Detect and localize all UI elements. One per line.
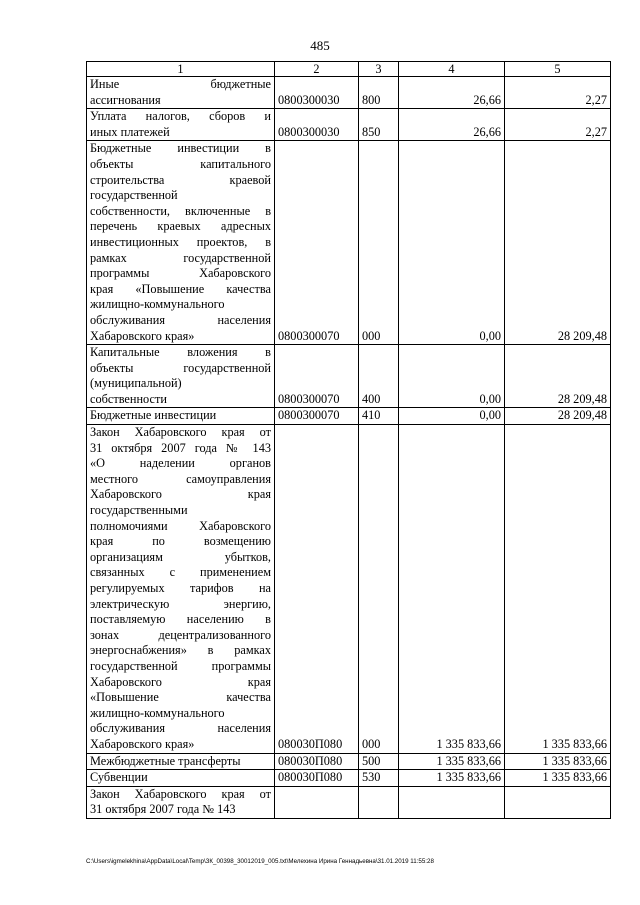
value-2018-cell: 1 335 833,66: [399, 425, 505, 753]
row-name-line: обслуживания населения: [90, 312, 271, 327]
table-body: [87, 77, 611, 819]
type-cell: 500: [359, 753, 399, 770]
table-row: [87, 786, 611, 818]
row-name-line: государственной программы: [90, 658, 271, 673]
row-name-line: собственности: [90, 391, 167, 406]
value-2018-cell: 26,66: [399, 109, 505, 141]
value-2019-cell: 1 335 833,66: [505, 753, 611, 770]
value-2018-cell: 1 335 833,66: [399, 753, 505, 770]
column-header: 3: [359, 62, 399, 77]
column-header: 1: [87, 62, 275, 77]
row-name-line: энергоснабжения» в рамках: [90, 643, 271, 658]
row-name-line: электрическую энергию,: [90, 596, 271, 611]
row-name-line: «Повышение качества: [90, 690, 271, 705]
row-name-line: рамках государственной: [90, 250, 271, 265]
type-cell: 400: [359, 345, 399, 408]
type-cell: 410: [359, 408, 399, 425]
row-name-cell: [87, 425, 275, 753]
file-path-footer: C:\Users\igmelekhina\AppData\Local\Temp\ЗК_00398_30012019_005.txt\Мелехина Ирина Геннадьевна\31.01.2019 11:55:28: [86, 858, 434, 865]
column-header: 4: [399, 62, 505, 77]
table-row: [87, 753, 611, 770]
value-2019-cell: 1 335 833,66: [505, 425, 611, 753]
row-name-line: Закон Хабаровского края от: [90, 786, 271, 801]
table-row: [87, 345, 611, 408]
row-name-line: края «Повышение качества: [90, 281, 271, 296]
row-name-line: Уплата налогов, сборов и: [90, 109, 271, 124]
row-name-line: связанных с применением: [90, 565, 271, 580]
type-cell: 530: [359, 770, 399, 787]
row-name-cell: [87, 770, 275, 787]
row-name-line: организациям убытков,: [90, 549, 271, 564]
table-row: [87, 141, 611, 345]
row-name-line: Бюджетные инвестиции в: [90, 141, 271, 156]
row-name-line: полномочиями Хабаровского: [90, 518, 271, 533]
row-name-cell: [87, 77, 275, 109]
row-name-line: края по возмещению: [90, 534, 271, 549]
value-2019-cell: 28 209,48: [505, 408, 611, 425]
type-cell: 800: [359, 77, 399, 109]
row-name-line: иных платежей: [90, 124, 170, 139]
value-2018-cell: 0,00: [399, 408, 505, 425]
code-cell: 0800300070: [275, 345, 359, 408]
row-name-line: поставляемую населению в: [90, 612, 271, 627]
column-header: 2: [275, 62, 359, 77]
row-name-line: перечень краевых адресных: [90, 219, 271, 234]
row-name-line: (муниципальной): [90, 376, 182, 391]
table-row: [87, 770, 611, 787]
row-name-line: Межбюджетные трансферты: [90, 753, 241, 768]
value-2018-cell: 0,00: [399, 345, 505, 408]
value-2018-cell: 26,66: [399, 77, 505, 109]
value-2019-cell: [505, 786, 611, 818]
code-cell: 0800300030: [275, 109, 359, 141]
row-name-cell: [87, 141, 275, 345]
value-2018-cell: 0,00: [399, 141, 505, 345]
row-name-line: государственной: [90, 188, 178, 203]
code-cell: 0800300070: [275, 408, 359, 425]
row-name-line: Хабаровского края: [90, 487, 271, 502]
column-header: 5: [505, 62, 611, 77]
row-name-line: обслуживания населения: [90, 721, 271, 736]
row-name-line: Хабаровского края»: [90, 736, 195, 751]
value-2019-cell: 1 335 833,66: [505, 770, 611, 787]
row-name-cell: [87, 786, 275, 818]
row-name-line: Бюджетные инвестиции: [90, 408, 217, 423]
table-header-row: [87, 62, 611, 77]
row-name-line: Закон Хабаровского края от: [90, 425, 271, 440]
row-name-cell: [87, 408, 275, 425]
row-name-line: ассигнования: [90, 92, 161, 107]
row-name-line: Капитальные вложения в: [90, 345, 271, 360]
value-2019-cell: 28 209,48: [505, 345, 611, 408]
row-name-line: местного самоуправления: [90, 471, 271, 486]
row-name-line: «О наделении органов: [90, 456, 271, 471]
budget-table: [86, 61, 611, 819]
row-name-line: жилищно-коммунального: [90, 705, 225, 720]
row-name-line: Иные бюджетные: [90, 77, 271, 91]
value-2018-cell: 1 335 833,66: [399, 770, 505, 787]
row-name-line: инвестиционных проектов, в: [90, 234, 271, 249]
row-name-line: зонах децентрализованного: [90, 627, 271, 642]
value-2019-cell: 2,27: [505, 77, 611, 109]
table-row: [87, 109, 611, 141]
code-cell: 080030П080: [275, 770, 359, 787]
row-name-line: регулируемых тарифов на: [90, 581, 271, 595]
row-name-line: объекты государственной: [90, 360, 271, 375]
code-cell: [275, 786, 359, 818]
row-name-line: собственности, включенные в: [90, 203, 271, 218]
row-name-line: государственными: [90, 503, 188, 518]
table-row: [87, 425, 611, 753]
type-cell: [359, 786, 399, 818]
table-row: [87, 408, 611, 425]
row-name-line: 31 октября 2007 года № 143: [90, 440, 271, 455]
row-name-line: объекты капитального: [90, 156, 271, 171]
code-cell: 0800300030: [275, 77, 359, 109]
page-number: 485: [310, 38, 330, 53]
row-name-cell: [87, 345, 275, 408]
type-cell: 000: [359, 141, 399, 345]
value-2019-cell: 2,27: [505, 109, 611, 141]
row-name-line: 31 октября 2007 года № 143: [90, 802, 236, 817]
row-name-cell: [87, 753, 275, 770]
table-row: [87, 77, 611, 109]
row-name-line: Субвенции: [90, 770, 148, 785]
row-name-line: Хабаровского края: [90, 674, 271, 689]
value-2018-cell: [399, 786, 505, 818]
code-cell: 080030П080: [275, 753, 359, 770]
code-cell: 0800300070: [275, 141, 359, 345]
code-cell: 080030П080: [275, 425, 359, 753]
type-cell: 000: [359, 425, 399, 753]
type-cell: 850: [359, 109, 399, 141]
row-name-line: строительства краевой: [90, 172, 271, 187]
row-name-line: Хабаровского края»: [90, 328, 195, 343]
row-name-line: жилищно-коммунального: [90, 297, 225, 312]
row-name-cell: [87, 109, 275, 141]
row-name-line: программы Хабаровского: [90, 266, 271, 281]
value-2019-cell: 28 209,48: [505, 141, 611, 345]
